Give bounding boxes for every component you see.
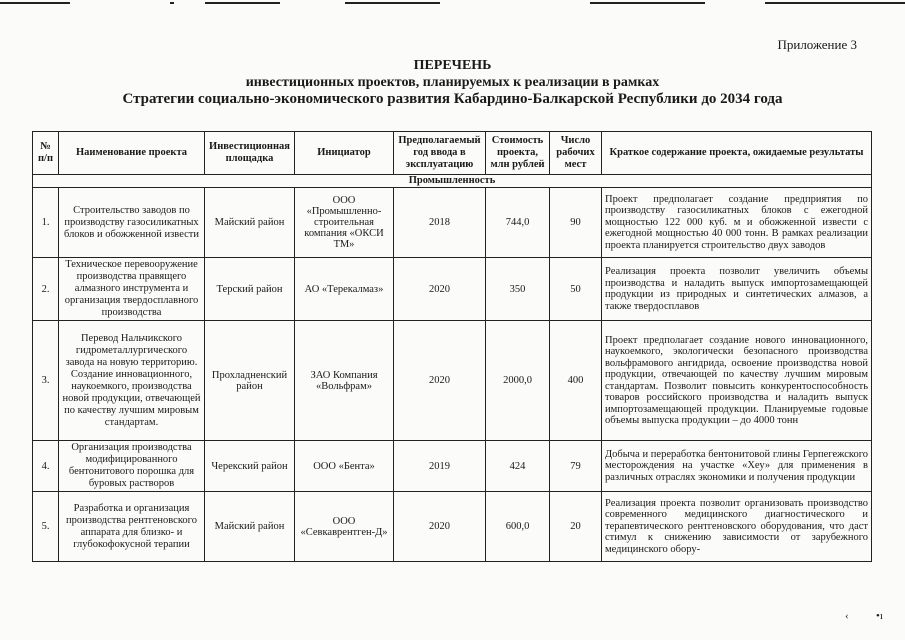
cell-year: 2020 (394, 492, 486, 562)
cell-cost: 744,0 (486, 188, 550, 258)
title-line-3: Стратегии социально-экономического развития Кабардино-Балкарской Республики до 2034 года (122, 91, 783, 107)
table-row (33, 258, 872, 321)
cell-site: Черекский район (205, 441, 295, 492)
header-year: Предполагаемый год ввода в эксплуатацию (394, 132, 486, 175)
cell-name: Строительство заводов по производству газосиликатных блоков и обожженной извести (59, 188, 205, 258)
cell-site: Майский район (205, 188, 295, 258)
cell-num: 2. (33, 258, 59, 321)
cell-cost: 2000,0 (486, 321, 550, 441)
cell-jobs: 79 (550, 441, 602, 492)
section-row (33, 175, 872, 188)
section-label: Промышленность (33, 175, 872, 188)
scan-artifact (205, 2, 280, 4)
scan-artifact (0, 2, 70, 4)
scan-artifact (590, 2, 705, 4)
title-line-2: инвестиционных проектов, планируемых к реализации в рамках (245, 75, 660, 90)
cell-initiator: ООО «Бента» (295, 441, 394, 492)
title-line-1: ПЕРЕЧЕНЬ (413, 58, 492, 73)
cell-jobs: 400 (550, 321, 602, 441)
cell-site: Терский район (205, 258, 295, 321)
header-name: Наименование проекта (59, 132, 205, 175)
cell-num: 5. (33, 492, 59, 562)
header-initiator: Инициатор (295, 132, 394, 175)
cell-summary: Реализация проекта позволит увеличить объемы производства и наладить выпуск импортозамещающей продукции из природных и синтетических алмазов, а также твердосплавов (602, 258, 872, 321)
scan-artifact (765, 2, 905, 4)
scan-artifact (170, 2, 174, 4)
cell-initiator: ООО «Севкаврентген-Д» (295, 492, 394, 562)
header-cost: Стоимость проекта, млн рублей (486, 132, 550, 175)
document-title (0, 57, 905, 108)
cell-year: 2020 (394, 321, 486, 441)
scan-artifact (345, 2, 440, 4)
header-site: Инвестиционная площадка (205, 132, 295, 175)
cell-jobs: 20 (550, 492, 602, 562)
cell-summary: Добыча и переработка бентонитовой глины Герпегежского месторождения на участке «Хеу» для применения в различных отраслях экономики и получения продукции (602, 441, 872, 492)
cell-jobs: 50 (550, 258, 602, 321)
cell-name: Организация производства модифицированного бентонитового порошка для буровых растворов (59, 441, 205, 492)
table-row (33, 321, 872, 441)
cell-num: 1. (33, 188, 59, 258)
cell-year: 2019 (394, 441, 486, 492)
projects-table (32, 131, 872, 562)
cell-num: 4. (33, 441, 59, 492)
header-num: № п/п (33, 132, 59, 175)
cell-year: 2018 (394, 188, 486, 258)
cell-initiator: АО «Терекалмаз» (295, 258, 394, 321)
header-jobs: Число рабочих мест (550, 132, 602, 175)
scan-speck: •ı (876, 610, 883, 622)
cell-summary: Реализация проекта позволит организовать производство современного медицинского диагностического и терапевтического рентгеновского оборудования, что даст стимул к снижению зависимости от зарубежного медицинского обору- (602, 492, 872, 562)
cell-site: Майский район (205, 492, 295, 562)
cell-site: Прохладненский район (205, 321, 295, 441)
cell-cost: 424 (486, 441, 550, 492)
cell-year: 2020 (394, 258, 486, 321)
table-row (33, 492, 872, 562)
cell-num: 3. (33, 321, 59, 441)
cell-cost: 350 (486, 258, 550, 321)
cell-name: Техническое перевооружение производства правящего алмазного инструмента и организация твердосплавного производства (59, 258, 205, 321)
cell-name: Разработка и организация производства рентгеновского аппарата для близко- и глубокофокусной терапии (59, 492, 205, 562)
header-summary: Краткое содержание проекта, ожидаемые результаты (602, 132, 872, 175)
cell-name: Перевод Нальчикского гидрометаллургического завода на новую территорию. Создание инновационного, наукоемкого, производства новой продукции, отвечающей по качеству лучшим мировым стандартам. (59, 321, 205, 441)
cell-cost: 600,0 (486, 492, 550, 562)
table-header-row (33, 132, 872, 175)
scan-speck: ‹ (845, 610, 849, 622)
appendix-label: Приложение 3 (777, 37, 857, 52)
table-row (33, 188, 872, 258)
cell-summary: Проект предполагает создание предприятия по производству газосиликатных блоков с ежегодной мощностью 122 000 куб. м и обожженной извести с ежегодной мощностью 40 000 тонн. В рамках реализации проекта планируется строительство двух заводов (602, 188, 872, 258)
cell-summary: Проект предполагает создание нового инновационного, наукоемкого, экологически безопасного производства вольфрамового ангидрида, освоение производства новой продукции, отвечающей по качеству лучшим мировым стандартам. Позволит повысить конкурентоспособность товаров российского производства и наладить выпуск импортозамещающей продукции. Планируемые годовые объемы выпуска продукции – до 4000 тонн (602, 321, 872, 441)
cell-jobs: 90 (550, 188, 602, 258)
table-row (33, 441, 872, 492)
cell-initiator: ООО «Промышленно-строительная компания «ОКСИ ТМ» (295, 188, 394, 258)
cell-initiator: ЗАО Компания «Вольфрам» (295, 321, 394, 441)
